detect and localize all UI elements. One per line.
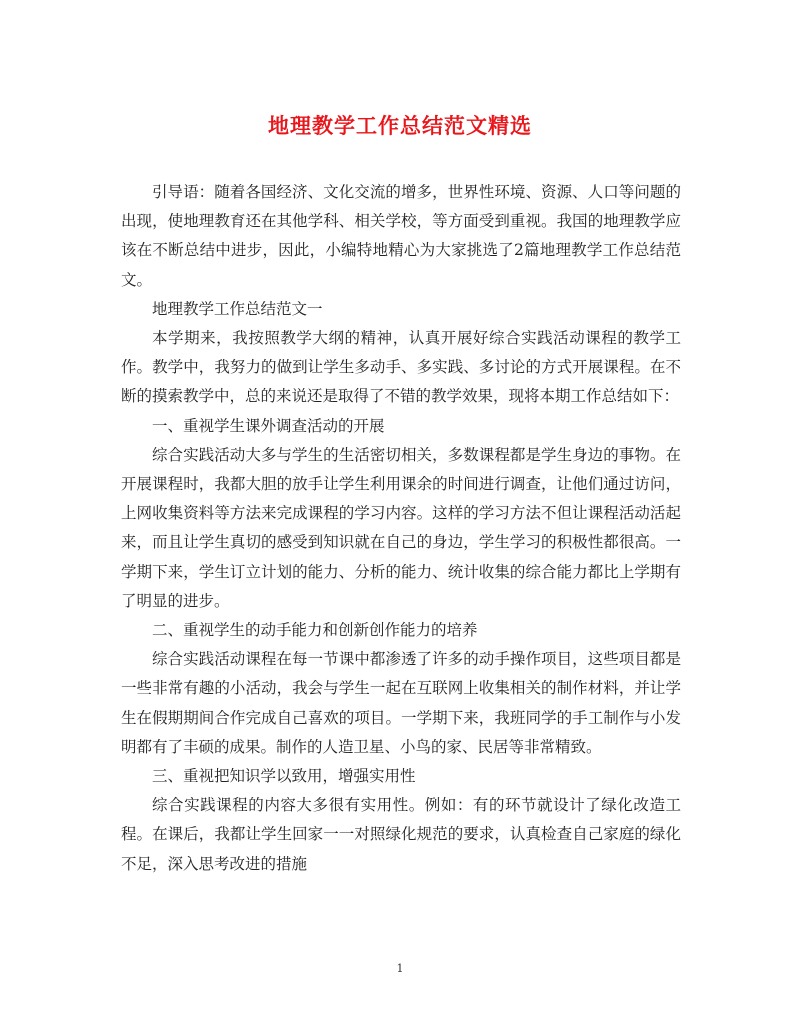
body-paragraph: 综合实践活动大多与学生的生活密切相关，多数课程都是学生身边的事物。在开展课程时，我都大胆的放手让学生利用课余的时间进行调查，让他们通过访问，上网收集资料等方法来完成课程的学习内容。这样的学习方法不但让课程活动活起来，而且让学生真切的感受到知识就在自己的身边，学生学习的积极性都很高。一学期下来，学生订立计划的能力、分析的能力、统计收集的综合能力都比上学期有了明显的进步。 (121, 445, 681, 610)
body-paragraph: 综合实践课程的内容大多很有实用性。例如：有的环节就设计了绿化改造工程。在课后，我都让学生回家一一对照绿化规范的要求，认真检查自己家庭的绿化不足，深入思考改进的措施 (121, 796, 681, 873)
body-paragraph: 本学期来，我按照教学大纲的精神，认真开展好综合实践活动课程的教学工作。教学中，我努力的做到让学生多动手、多实践、多讨论的方式开展课程。在不断的摸索教学中，总的来说还是取得了不错的教学效果，现将本期工作总结如下： (121, 329, 681, 406)
page-number: 1 (396, 962, 404, 975)
body-paragraph: 综合实践活动课程在每一节课中都渗透了许多的动手操作项目，这些项目都是一些非常有趣的小活动，我会与学生一起在互联网上收集相关的制作材料，并让学生在假期期间合作完成自己喜欢的项目。一学期下来，我班同学的手工制作与小发明都有了丰硕的成果。制作的人造卫星、小鸟的家、民居等非常精致。 (121, 650, 681, 756)
document-body (121, 178, 681, 879)
intro-paragraph: 引导语：随着各国经济、文化交流的增多，世界性环境、资源、人口等问题的出现，使地理教育还在其他学科、相关学校，等方面受到重视。我国的地理教学应该在不断总结中进步，因此，小编特地精心为大家挑选了2篇地理教学工作总结范文。 (121, 183, 681, 289)
subheading: 三、重视把知识学以致用，增强实用性 (152, 767, 416, 786)
subheading: 一、重视学生课外调查活动的开展 (152, 416, 385, 435)
document-title: 地理教学工作总结范文精选 (268, 113, 532, 138)
section-heading: 地理教学工作总结范文一 (152, 299, 323, 318)
subheading: 二、重视学生的动手能力和创新创作能力的培养 (152, 621, 478, 640)
